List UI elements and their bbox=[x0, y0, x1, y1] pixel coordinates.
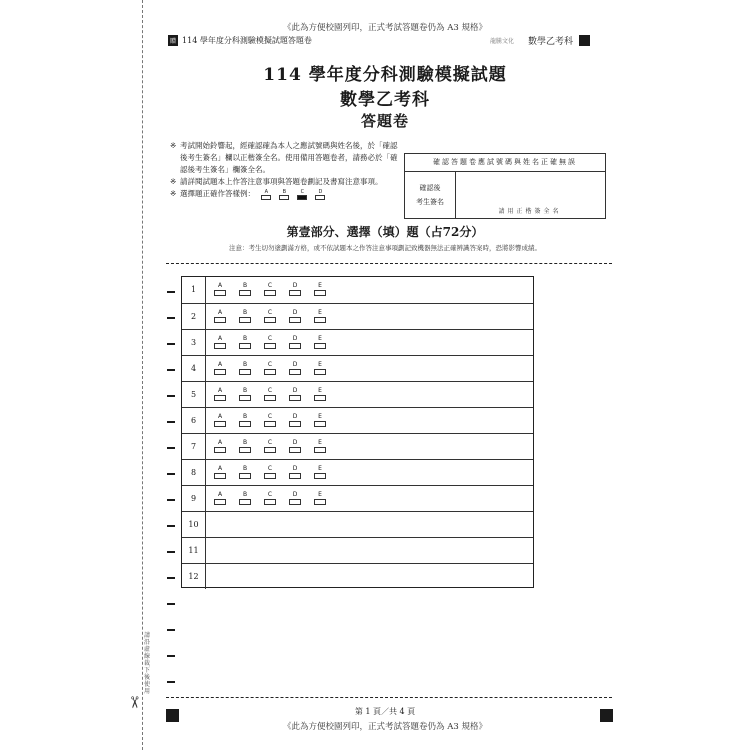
question-number: 12 bbox=[182, 564, 206, 589]
timing-mark bbox=[167, 525, 175, 527]
answer-bubble-d[interactable]: D bbox=[289, 465, 301, 479]
answer-row-11[interactable] bbox=[182, 537, 533, 563]
answer-bubble-c[interactable]: C bbox=[264, 387, 276, 401]
answer-row-2 bbox=[182, 303, 533, 329]
answer-bubble-b[interactable]: B bbox=[239, 309, 251, 323]
timing-mark bbox=[167, 473, 175, 475]
section-title: 第壹部分、選擇（填）題（占72分） bbox=[286, 225, 484, 239]
answer-row-10[interactable] bbox=[182, 511, 533, 537]
question-number: 7 bbox=[182, 434, 206, 459]
timing-mark bbox=[167, 577, 175, 579]
timing-mark bbox=[167, 629, 175, 631]
answer-bubble-c[interactable]: C bbox=[264, 282, 276, 296]
answer-bubble-d[interactable]: D bbox=[289, 439, 301, 453]
answer-row-1 bbox=[182, 277, 533, 303]
subject-tag: 數學乙考科 bbox=[528, 37, 574, 47]
dashed-border-bottom bbox=[166, 697, 612, 698]
answer-bubble-d[interactable]: D bbox=[289, 491, 301, 505]
timing-mark bbox=[167, 343, 175, 345]
timing-mark bbox=[167, 655, 175, 657]
timing-mark bbox=[167, 369, 175, 371]
answer-bubble-b[interactable]: B bbox=[239, 465, 251, 479]
answer-bubble-d[interactable]: D bbox=[289, 361, 301, 375]
answer-bubble-b[interactable]: B bbox=[239, 361, 251, 375]
answer-table bbox=[181, 276, 534, 588]
answer-bubble-e[interactable]: E bbox=[314, 439, 326, 453]
answer-example bbox=[261, 189, 325, 200]
answer-bubble-b[interactable]: B bbox=[239, 491, 251, 505]
answer-bubble-a[interactable]: A bbox=[214, 282, 226, 296]
footer-note: 《此為方便校園列印，正式考試答題卷仍為 A3 規格》 bbox=[283, 722, 487, 732]
example-bubble: C bbox=[297, 189, 307, 200]
question-number: 10 bbox=[182, 512, 206, 537]
timing-mark bbox=[167, 317, 175, 319]
answer-bubble-d[interactable]: D bbox=[289, 282, 301, 296]
answer-row-8 bbox=[182, 459, 533, 485]
sheet-title: 答題卷 bbox=[360, 112, 409, 130]
answer-bubble-e[interactable]: E bbox=[314, 361, 326, 375]
answer-bubble-e[interactable]: E bbox=[314, 282, 326, 296]
answer-bubble-e[interactable]: E bbox=[314, 335, 326, 349]
answer-bubble-a[interactable]: A bbox=[214, 387, 226, 401]
answer-bubble-e[interactable]: E bbox=[314, 387, 326, 401]
scissors-icon: ✂ bbox=[125, 695, 145, 710]
example-bubble: A bbox=[261, 189, 271, 200]
answer-row-6 bbox=[182, 407, 533, 433]
answer-bubble-b[interactable]: B bbox=[239, 439, 251, 453]
answer-row-5 bbox=[182, 381, 533, 407]
answer-bubble-c[interactable]: C bbox=[264, 439, 276, 453]
answer-bubble-c[interactable]: C bbox=[264, 491, 276, 505]
attention-note: 注意：考生切勿塗劃滿方格，或不依試題本之作答注意事項劃記致機器無法正確辨識答案時，恐將影響成績。 bbox=[229, 244, 541, 252]
question-number: 4 bbox=[182, 356, 206, 381]
answer-bubble-c[interactable]: C bbox=[264, 361, 276, 375]
answer-bubble-b[interactable]: B bbox=[239, 387, 251, 401]
confirm-head: 確認答題卷應試號碼與姓名正確無誤 bbox=[405, 154, 605, 172]
answer-bubble-e[interactable]: E bbox=[314, 491, 326, 505]
dashed-border-top bbox=[166, 263, 612, 264]
answer-bubble-d[interactable]: D bbox=[289, 413, 301, 427]
instruction-item: ※ 考試開始鈴響起，經確認確為本人之應試號碼與姓名後，於「確認後考生簽名」欄以正楷簽全名。使用備用答題卷者，請務必於「確認後考生簽名」欄簽全名。 bbox=[170, 141, 398, 174]
question-number: 5 bbox=[182, 382, 206, 407]
instructions bbox=[170, 140, 400, 200]
question-number: 8 bbox=[182, 460, 206, 485]
top-note: 《此為方便校園列印，正式考試答題卷仍為 A3 規格》 bbox=[283, 23, 487, 33]
timing-mark bbox=[167, 421, 175, 423]
answer-bubble-d[interactable]: D bbox=[289, 309, 301, 323]
timing-mark bbox=[167, 447, 175, 449]
example-bubble: D bbox=[315, 189, 325, 200]
answer-bubble-d[interactable]: D bbox=[289, 387, 301, 401]
answer-bubble-c[interactable]: C bbox=[264, 335, 276, 349]
answer-bubble-a[interactable]: A bbox=[214, 309, 226, 323]
timing-mark bbox=[167, 681, 175, 683]
answer-row-9 bbox=[182, 485, 533, 511]
answer-bubble-b[interactable]: B bbox=[239, 335, 251, 349]
signature-field[interactable]: 請用正楷簽全名 bbox=[498, 208, 562, 215]
answer-row-12[interactable] bbox=[182, 563, 533, 589]
answer-bubble-a[interactable]: A bbox=[214, 361, 226, 375]
answer-bubble-e[interactable]: E bbox=[314, 413, 326, 427]
answer-bubble-c[interactable]: C bbox=[264, 309, 276, 323]
question-number: 2 bbox=[182, 304, 206, 329]
example-bubble: B bbox=[279, 189, 289, 200]
answer-row-3 bbox=[182, 329, 533, 355]
cut-note: 請沿虛線裁下後使用 bbox=[144, 632, 151, 695]
answer-bubble-a[interactable]: A bbox=[214, 491, 226, 505]
instruction-item: ※ 選擇題正確作答樣例： A B C D bbox=[170, 188, 400, 200]
page-title: 114 學年度分科測驗模擬試題 bbox=[263, 65, 507, 85]
answer-row-4 bbox=[182, 355, 533, 381]
timing-mark bbox=[167, 395, 175, 397]
question-number: 1 bbox=[182, 277, 206, 303]
cut-line bbox=[142, 0, 143, 750]
timing-mark bbox=[167, 603, 175, 605]
timing-mark bbox=[167, 499, 175, 501]
page-number: 第 1 頁／共 4 頁 bbox=[354, 707, 416, 716]
corner-mark bbox=[579, 35, 590, 46]
gift-badge: 贈 bbox=[168, 35, 178, 46]
answer-bubble-a[interactable]: A bbox=[214, 335, 226, 349]
answer-bubble-c[interactable]: C bbox=[264, 465, 276, 479]
header-left-text: 114 學年度分科測驗模擬試題答題卷 bbox=[182, 36, 312, 45]
header-left bbox=[168, 35, 312, 46]
publisher-logo: 龍騰文化 bbox=[490, 38, 515, 45]
answer-bubble-b[interactable]: B bbox=[239, 413, 251, 427]
answer-bubble-c[interactable]: C bbox=[264, 413, 276, 427]
answer-bubble-e[interactable]: E bbox=[314, 465, 326, 479]
answer-bubble-e[interactable]: E bbox=[314, 309, 326, 323]
question-number: 9 bbox=[182, 486, 206, 511]
confirm-label: 確認後 考生簽名 bbox=[405, 172, 456, 218]
confirm-box bbox=[404, 153, 606, 219]
header-right bbox=[490, 34, 590, 47]
answer-row-7 bbox=[182, 433, 533, 459]
timing-mark bbox=[167, 551, 175, 553]
timing-mark bbox=[167, 291, 175, 293]
subject-title: 數學乙考科 bbox=[340, 90, 430, 110]
instruction-item: ※ 請詳閱試題本上作答注意事項與答題卷劃記及書寫注意事項。 bbox=[170, 177, 383, 186]
answer-bubble-a[interactable]: A bbox=[214, 465, 226, 479]
answer-bubble-a[interactable]: A bbox=[214, 413, 226, 427]
answer-bubble-b[interactable]: B bbox=[239, 282, 251, 296]
answer-bubble-d[interactable]: D bbox=[289, 335, 301, 349]
answer-bubble-a[interactable]: A bbox=[214, 439, 226, 453]
question-number: 6 bbox=[182, 408, 206, 433]
question-number: 11 bbox=[182, 538, 206, 563]
question-number: 3 bbox=[182, 330, 206, 355]
